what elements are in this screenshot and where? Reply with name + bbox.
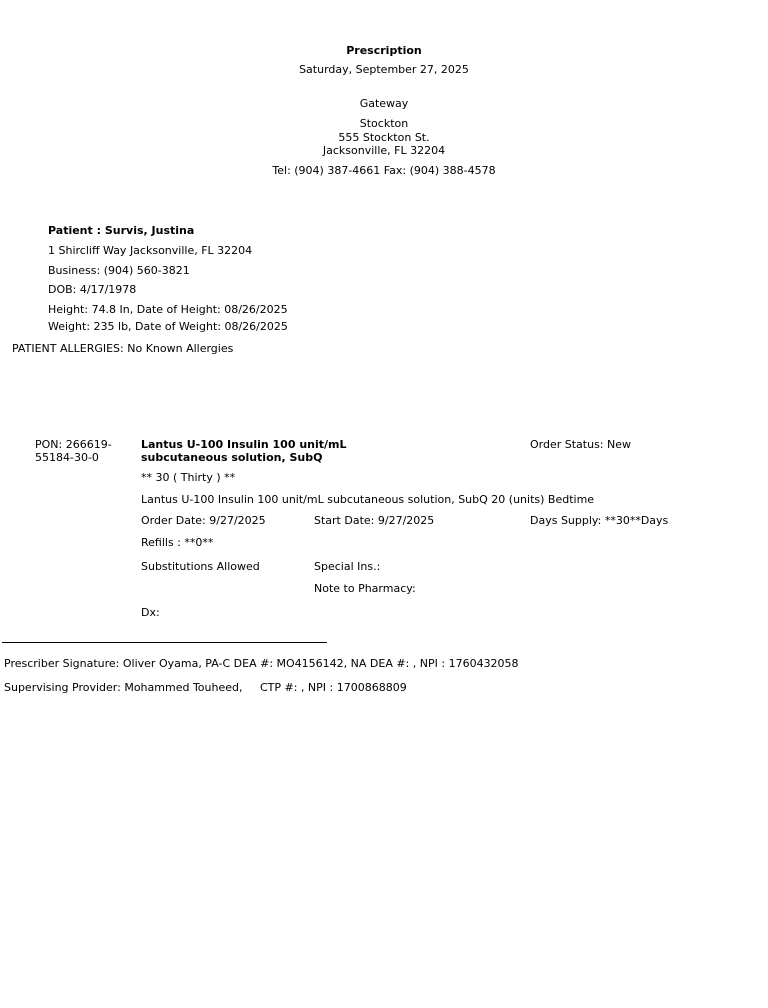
patient-label: Patient : xyxy=(48,224,101,237)
patient-allergies: PATIENT ALLERGIES: No Known Allergies xyxy=(12,342,234,355)
start-date: Start Date: 9/27/2025 xyxy=(314,514,435,527)
quantity: ** 30 ( Thirty ) ** xyxy=(141,471,236,484)
patient-dob: DOB: 4/17/1978 xyxy=(48,283,137,296)
order-date: Order Date: 9/27/2025 xyxy=(141,514,266,527)
address-line-1: 555 Stockton St. xyxy=(338,131,430,144)
patient-line xyxy=(48,224,194,237)
signature-line xyxy=(2,642,327,643)
patient-name: Survis, Justina xyxy=(104,224,195,237)
contact-line: Tel: (904) 387-4661 Fax: (904) 388-4578 xyxy=(272,164,496,177)
note-to-pharmacy: Note to Pharmacy: xyxy=(314,582,416,595)
location-name: Stockton xyxy=(359,117,409,130)
address-line-2: Jacksonville, FL 32204 xyxy=(322,144,446,157)
special-instructions: Special Ins.: xyxy=(314,560,381,573)
sig-instructions: Lantus U-100 Insulin 100 unit/mL subcutaneous solution, SubQ 20 (units) Bedtime xyxy=(141,493,595,506)
refills: Refills : **0** xyxy=(141,536,214,549)
supervising-provider: Supervising Provider: Mohammed Touheed, CTP #: , NPI : 1700868809 xyxy=(4,681,407,694)
document-title: Prescription xyxy=(346,44,422,57)
diagnosis: Dx: xyxy=(141,606,160,619)
patient-weight: Weight: 235 lb, Date of Weight: 08/26/2025 xyxy=(48,320,288,333)
substitutions: Substitutions Allowed xyxy=(141,560,260,573)
drug-name: Lantus U-100 Insulin 100 unit/mL subcutaneous solution, SubQ xyxy=(141,438,347,464)
pon-number: PON: 266619-55184-30-0 xyxy=(35,438,112,464)
days-supply: Days Supply: **30**Days xyxy=(530,514,669,527)
patient-height: Height: 74.8 In, Date of Height: 08/26/2025 xyxy=(48,303,288,316)
prescriber-signature: Prescriber Signature: Oliver Oyama, PA-C DEA #: MO4156142, NA DEA #: , NPI : 1760432058 xyxy=(4,657,519,670)
patient-business-phone: Business: (904) 560-3821 xyxy=(48,264,190,277)
patient-address: 1 Shircliff Way Jacksonville, FL 32204 xyxy=(48,244,253,257)
order-status: Order Status: New xyxy=(530,438,632,451)
document-date: Saturday, September 27, 2025 xyxy=(299,63,469,76)
organization-name: Gateway xyxy=(359,97,409,110)
